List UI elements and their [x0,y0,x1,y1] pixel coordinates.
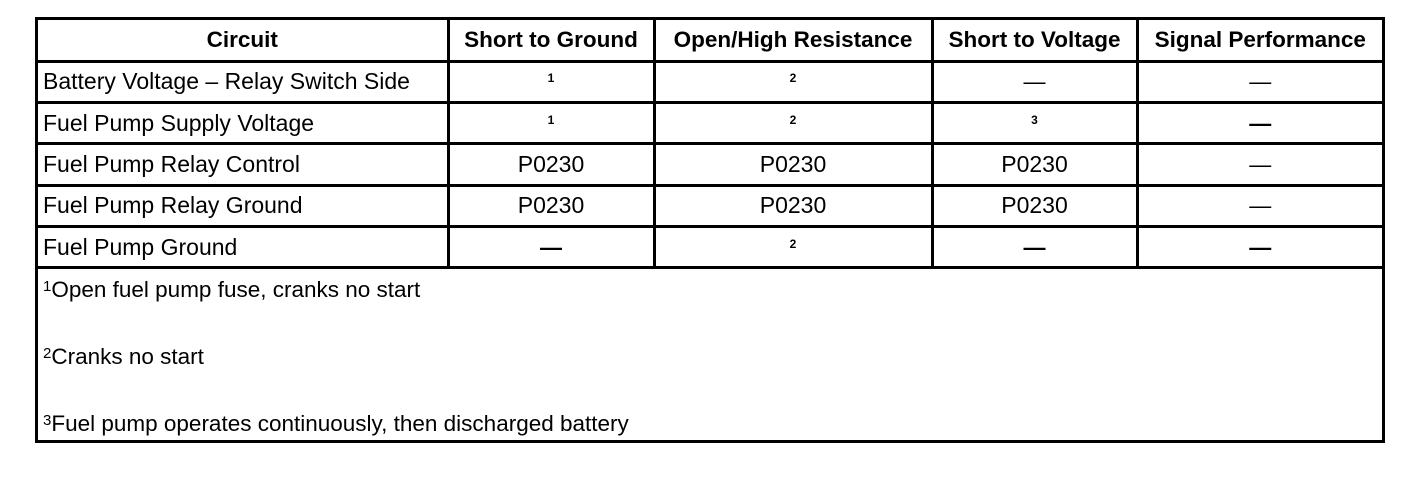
dash-value: — [540,234,562,260]
footnote-text: Cranks no start [51,344,204,369]
table-row [38,103,1382,144]
cell-value: P0230 [932,144,1137,185]
header-short-to-ground: Short to Ground [448,20,654,61]
cell-value [932,61,1137,102]
footnote-mark: 1 [43,278,52,295]
circuit-name: Fuel Pump Ground [38,226,448,267]
footnote-2 [43,344,204,370]
table-row [38,61,1382,102]
dash-value: — [1023,69,1046,95]
header-short-to-voltage: Short to Voltage [932,20,1137,61]
circuit-name: Fuel Pump Relay Control [38,144,448,185]
table-row [38,185,1382,226]
footnote-ref: 2 [789,112,797,127]
cell-value: P0230 [654,144,932,185]
cell-value [932,103,1137,144]
footnote-1 [43,277,420,303]
cell-value [448,226,654,267]
dash-value: — [1249,69,1272,95]
table-row [38,226,1382,267]
table-row [38,144,1382,185]
cell-value [654,226,932,267]
footnote-ref: 3 [1031,112,1038,127]
footnote-3 [43,411,629,437]
circuit-name: Battery Voltage – Relay Switch Side [38,61,448,102]
circuit-table [38,20,1382,269]
cell-value [1137,226,1382,267]
cell-value: P0230 [448,144,654,185]
footnote-ref: 1 [547,112,555,127]
dash-value: — [1249,234,1272,260]
cell-value [1137,103,1382,144]
cell-value [654,61,932,102]
footnote-ref: 2 [789,71,797,86]
footnote-text: Fuel pump operates continuously, then discharged battery [51,411,629,436]
cell-value [1137,61,1382,102]
cell-value [448,103,654,144]
cell-value: P0230 [932,185,1137,226]
footnote-ref: 2 [789,236,797,251]
cell-value: P0230 [448,185,654,226]
header-row [38,20,1382,61]
dash-value: — [1023,234,1046,260]
cell-value [1137,144,1382,185]
dash-value: — [1249,152,1272,178]
footnote-mark: 3 [43,412,52,429]
circuit-name: Fuel Pump Supply Voltage [38,103,448,144]
cell-value: P0230 [654,185,932,226]
header-circuit: Circuit [38,20,448,61]
footnote-text: Open fuel pump fuse, cranks no start [51,277,421,302]
header-open-high-resistance: Open/High Resistance [654,20,932,61]
cell-value [932,226,1137,267]
dash-value: — [1249,193,1272,219]
circuit-name: Fuel Pump Relay Ground [38,185,448,226]
fault-table [35,17,1385,443]
cell-value [1137,185,1382,226]
dash-value: — [1249,110,1272,136]
header-signal-performance: Signal Performance [1137,20,1382,61]
footnote-ref: 1 [547,71,555,86]
cell-value [654,103,932,144]
footnotes [38,265,1382,440]
cell-value [448,61,654,102]
footnote-mark: 2 [43,345,52,362]
